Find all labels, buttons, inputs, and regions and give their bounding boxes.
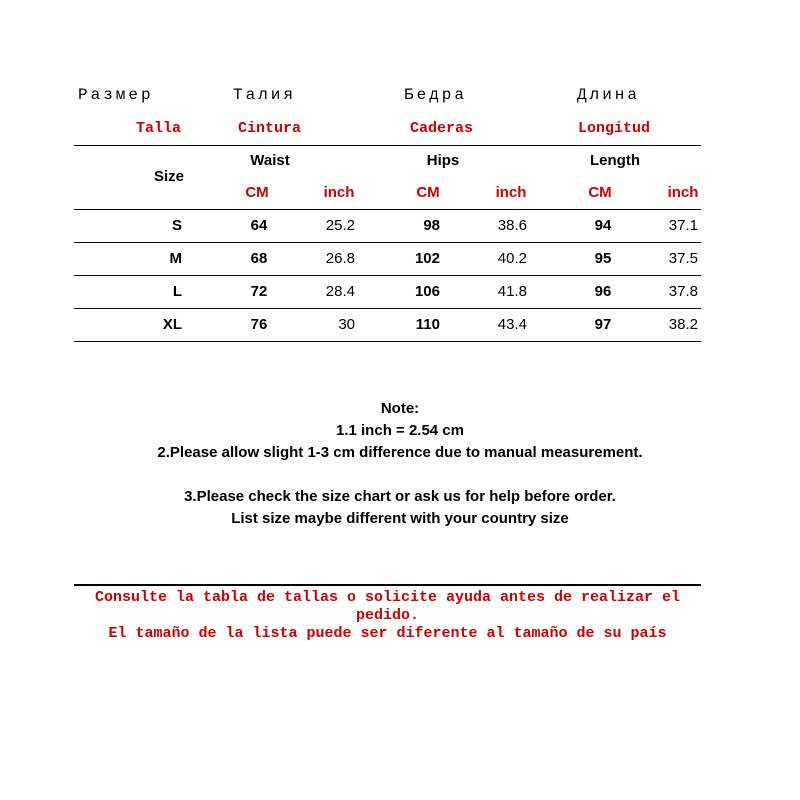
size-cell: M — [169, 250, 182, 267]
spanish-note-line-3: El tamaño de la lista puede ser diferente al tamaño de su país — [108, 625, 667, 642]
hips-cm-unit: CM — [416, 184, 440, 201]
header-es-waist: Cintura — [238, 120, 302, 137]
length-group-header: Length — [590, 152, 640, 169]
spanish-note-line-1: Consulte la tabla de tallas o solicite ayuda antes de realizar el — [94, 589, 681, 606]
size-cell: S — [171, 217, 182, 234]
length-inch-cell: 37.8 — [668, 283, 698, 300]
header-ru-length: Длина — [577, 86, 641, 104]
waist-cm-unit: CM — [245, 184, 269, 201]
waist-inch-cell: 30 — [338, 316, 355, 333]
waist-cm-cell: 72 — [250, 283, 268, 300]
note-line-4: List size maybe different with your country size — [231, 510, 569, 527]
header-rule — [74, 209, 701, 210]
header-es-hips: Caderas — [410, 120, 474, 137]
waist-cm-cell: 68 — [250, 250, 268, 267]
waist-group-header: Waist — [250, 152, 290, 169]
hips-inch-cell: 41.8 — [497, 283, 527, 300]
hips-cm-cell: 102 — [414, 250, 440, 267]
table-top-rule — [74, 145, 701, 146]
hips-cm-cell: 110 — [415, 316, 440, 333]
length-cm-cell: 94 — [594, 217, 612, 234]
length-inch-unit: inch — [667, 184, 699, 201]
header-ru-waist: Талия — [233, 86, 297, 104]
header-es-size: Talla — [136, 120, 182, 137]
length-cm-unit: CM — [588, 184, 612, 201]
length-inch-cell: 37.1 — [668, 217, 698, 234]
row-rule — [74, 308, 701, 309]
table-bottom-rule — [74, 341, 701, 342]
header-es-length: Longitud — [578, 120, 651, 137]
header-ru-hips: Бедра — [404, 86, 468, 104]
length-cm-cell: 96 — [594, 283, 612, 300]
hips-inch-unit: inch — [495, 184, 527, 201]
header-ru-size: Размер — [78, 86, 154, 104]
hips-cm-cell: 106 — [414, 283, 440, 300]
waist-inch-cell: 26.8 — [325, 250, 355, 267]
hips-inch-cell: 40.2 — [497, 250, 527, 267]
note-title: Note: — [380, 400, 420, 417]
note-line-3: 3.Please check the size chart or ask us for help before order. — [184, 488, 616, 505]
hips-group-header: Hips — [426, 152, 460, 169]
waist-inch-unit: inch — [323, 184, 355, 201]
length-cm-cell: 95 — [594, 250, 612, 267]
hips-cm-cell: 98 — [423, 217, 440, 234]
spanish-note-rule — [74, 584, 701, 586]
length-cm-cell: 97 — [594, 316, 612, 333]
length-inch-cell: 37.5 — [668, 250, 698, 267]
row-rule — [74, 275, 701, 276]
note-line-2: 2.Please allow slight 1-3 cm difference due to manual measurement. — [157, 444, 643, 461]
spanish-note-line-2: pedido. — [355, 607, 419, 624]
waist-cm-cell: 64 — [250, 217, 268, 234]
size-cell: L — [172, 283, 182, 300]
row-rule — [74, 242, 701, 243]
size-column-header: Size — [153, 168, 184, 185]
size-cell: XL — [162, 316, 182, 333]
hips-inch-cell: 43.4 — [497, 316, 527, 333]
waist-cm-cell: 76 — [250, 316, 268, 333]
note-line-1: 1.1 inch = 2.54 cm — [336, 422, 464, 439]
hips-inch-cell: 38.6 — [497, 217, 527, 234]
waist-inch-cell: 25.2 — [325, 217, 355, 234]
length-inch-cell: 38.2 — [668, 316, 698, 333]
waist-inch-cell: 28.4 — [325, 283, 355, 300]
